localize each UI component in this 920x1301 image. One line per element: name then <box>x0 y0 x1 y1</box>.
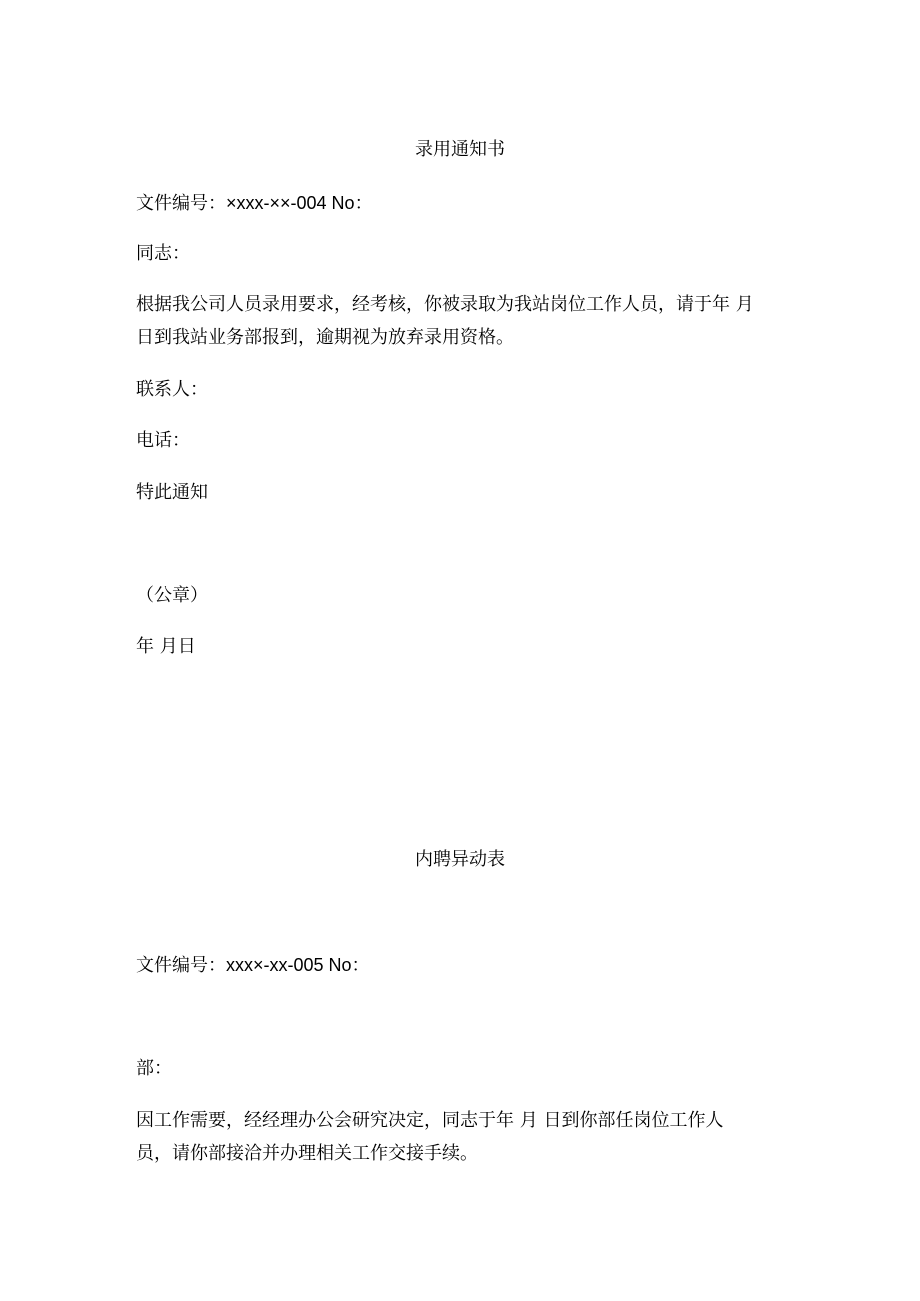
section1-body-line1: 根据我公司人员录用要求，经考核，你被录取为我站岗位工作人员，请于年 月 <box>136 294 754 315</box>
section2-doc-number <box>136 953 370 977</box>
section2-body-line1: 因工作需要，经经理办公会研究决定，同志于年 月 日到你部任岗位工作人 <box>136 1110 724 1131</box>
section1-doc-number-value: ×xxx-××-004 No： <box>226 193 373 213</box>
section2-body-line2: 员，请你部接洽并办理相关工作交接手续。 <box>136 1143 478 1164</box>
section1-closing: 特此通知 <box>136 482 208 503</box>
section1-body-line2: 日到我站业务部报到，逾期视为放弃录用资格。 <box>136 327 514 348</box>
section2-doc-number-label: 文件编号： <box>136 955 226 976</box>
section1-contact: 联系人： <box>136 379 208 400</box>
section2-title: 内聘异动表 <box>415 849 505 870</box>
section1-date: 年 月日 <box>136 636 196 657</box>
section1-doc-number <box>136 191 373 215</box>
section1-salutation: 同志： <box>136 243 190 264</box>
section1-title: 录用通知书 <box>415 139 505 160</box>
section1-phone: 电话： <box>136 430 190 451</box>
section2-doc-number-value: xxx×-xx-005 No： <box>226 955 370 975</box>
section2-recipient: 部： <box>136 1058 172 1079</box>
section1-seal: （公章） <box>136 585 208 606</box>
section1-doc-number-label: 文件编号： <box>136 193 226 214</box>
